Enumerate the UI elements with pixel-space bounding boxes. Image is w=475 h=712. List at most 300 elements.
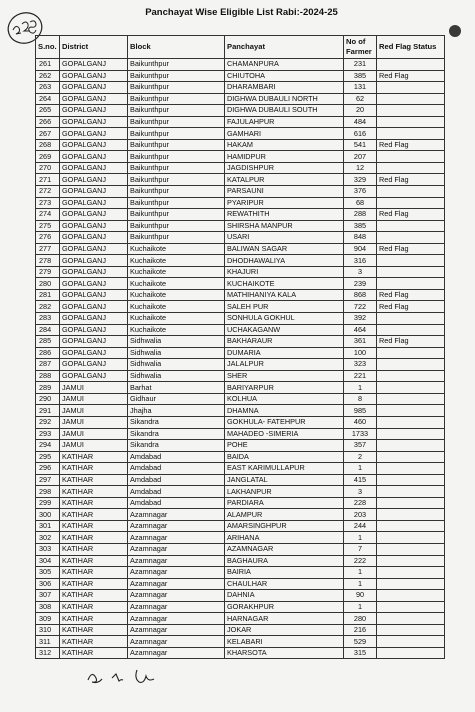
cell-panchayat: BARIYARPUR: [225, 382, 344, 394]
cell-district: GOPALGANJ: [60, 347, 128, 359]
cell-no-of-farmer: 329: [344, 174, 377, 186]
cell-panchayat: DHARAMBARI: [225, 82, 344, 94]
cell-no-of-farmer: 7: [344, 543, 377, 555]
cell-panchayat: AZAMNAGAR: [225, 543, 344, 555]
table-row: [36, 151, 445, 163]
cell-panchayat: UCHAKAGANW: [225, 324, 344, 336]
cell-district: GOPALGANJ: [60, 128, 128, 140]
cell-district: GOPALGANJ: [60, 116, 128, 128]
cell-no-of-farmer: 90: [344, 590, 377, 602]
cell-district: KATIHAR: [60, 555, 128, 567]
cell-district: JAMUI: [60, 440, 128, 452]
cell-panchayat: KOLHUA: [225, 393, 344, 405]
punch-hole: [449, 25, 461, 37]
cell-block: Sikandra: [128, 428, 225, 440]
cell-red-flag-status: [377, 232, 445, 244]
cell-red-flag-status: [377, 647, 445, 659]
table-header-row: [36, 36, 445, 59]
cell-sno: 288: [36, 370, 60, 382]
cell-no-of-farmer: 8: [344, 393, 377, 405]
cell-panchayat: BAKHARAUR: [225, 336, 344, 348]
table-row: [36, 440, 445, 452]
cell-block: Baikunthpur: [128, 70, 225, 82]
cell-red-flag-status: [377, 93, 445, 105]
cell-no-of-farmer: 868: [344, 289, 377, 301]
cell-sno: 264: [36, 93, 60, 105]
table-row: [36, 601, 445, 613]
cell-block: Azamnagar: [128, 532, 225, 544]
table-row: [36, 567, 445, 579]
table-row: [36, 70, 445, 82]
cell-district: KATIHAR: [60, 543, 128, 555]
cell-sno: 297: [36, 474, 60, 486]
cell-district: GOPALGANJ: [60, 220, 128, 232]
table-row: [36, 613, 445, 625]
cell-no-of-farmer: 357: [344, 440, 377, 452]
table-row: [36, 105, 445, 117]
handwritten-signature: [82, 666, 172, 688]
cell-block: Sidhwalia: [128, 359, 225, 371]
cell-panchayat: GOKHULA- FATEHPUR: [225, 416, 344, 428]
cell-sno: 277: [36, 243, 60, 255]
cell-district: JAMUI: [60, 382, 128, 394]
table-row: [36, 289, 445, 301]
cell-block: Barhat: [128, 382, 225, 394]
cell-sno: 269: [36, 151, 60, 163]
cell-red-flag-status: [377, 105, 445, 117]
cell-sno: 304: [36, 555, 60, 567]
cell-block: Baikunthpur: [128, 220, 225, 232]
cell-red-flag-status: [377, 520, 445, 532]
cell-sno: 276: [36, 232, 60, 244]
cell-red-flag-status: [377, 151, 445, 163]
table-row: [36, 428, 445, 440]
table-row: [36, 301, 445, 313]
cell-no-of-farmer: 385: [344, 70, 377, 82]
cell-block: Azamnagar: [128, 613, 225, 625]
cell-district: KATIHAR: [60, 532, 128, 544]
cell-no-of-farmer: 239: [344, 278, 377, 290]
cell-red-flag-status: Red Flag: [377, 243, 445, 255]
cell-district: GOPALGANJ: [60, 336, 128, 348]
cell-panchayat: CHAMANPURA: [225, 59, 344, 71]
cell-red-flag-status: [377, 359, 445, 371]
cell-red-flag-status: [377, 440, 445, 452]
cell-panchayat: REWATHITH: [225, 209, 344, 221]
cell-sno: 310: [36, 624, 60, 636]
cell-sno: 295: [36, 451, 60, 463]
cell-panchayat: POHE: [225, 440, 344, 452]
cell-panchayat: ARIHANA: [225, 532, 344, 544]
cell-panchayat: LAKHANPUR: [225, 486, 344, 498]
cell-district: KATIHAR: [60, 590, 128, 602]
cell-no-of-farmer: 315: [344, 647, 377, 659]
cell-district: KATIHAR: [60, 578, 128, 590]
cell-district: GOPALGANJ: [60, 301, 128, 313]
cell-red-flag-status: Red Flag: [377, 301, 445, 313]
cell-no-of-farmer: 848: [344, 232, 377, 244]
cell-sno: 294: [36, 440, 60, 452]
table-row: [36, 555, 445, 567]
cell-sno: 270: [36, 162, 60, 174]
cell-panchayat: ALAMPUR: [225, 509, 344, 521]
table-row: [36, 336, 445, 348]
table-row: [36, 128, 445, 140]
cell-district: KATIHAR: [60, 474, 128, 486]
cell-panchayat: DUMARIA: [225, 347, 344, 359]
cell-district: GOPALGANJ: [60, 105, 128, 117]
table-row: [36, 624, 445, 636]
cell-panchayat: HAKAM: [225, 139, 344, 151]
cell-red-flag-status: Red Flag: [377, 70, 445, 82]
cell-block: Baikunthpur: [128, 82, 225, 94]
cell-red-flag-status: [377, 636, 445, 648]
table-row: [36, 174, 445, 186]
cell-red-flag-status: [377, 590, 445, 602]
table-row: [36, 82, 445, 94]
cell-block: Baikunthpur: [128, 59, 225, 71]
cell-red-flag-status: [377, 428, 445, 440]
cell-panchayat: USARI: [225, 232, 344, 244]
cell-block: Azamnagar: [128, 567, 225, 579]
cell-no-of-farmer: 20: [344, 105, 377, 117]
cell-sno: 293: [36, 428, 60, 440]
cell-block: Baikunthpur: [128, 139, 225, 151]
cell-red-flag-status: [377, 497, 445, 509]
cell-block: Kuchaikote: [128, 289, 225, 301]
cell-sno: 290: [36, 393, 60, 405]
cell-red-flag-status: Red Flag: [377, 289, 445, 301]
cell-panchayat: GAMHARI: [225, 128, 344, 140]
cell-no-of-farmer: 1: [344, 601, 377, 613]
cell-district: JAMUI: [60, 416, 128, 428]
cell-no-of-farmer: 460: [344, 416, 377, 428]
cell-block: Sikandra: [128, 416, 225, 428]
cell-red-flag-status: [377, 578, 445, 590]
cell-block: Baikunthpur: [128, 209, 225, 221]
cell-no-of-farmer: 280: [344, 613, 377, 625]
cell-no-of-farmer: 207: [344, 151, 377, 163]
table-row: [36, 416, 445, 428]
cell-no-of-farmer: 985: [344, 405, 377, 417]
cell-red-flag-status: [377, 532, 445, 544]
cell-panchayat: CHAULHAR: [225, 578, 344, 590]
cell-sno: 300: [36, 509, 60, 521]
cell-no-of-farmer: 100: [344, 347, 377, 359]
cell-red-flag-status: [377, 405, 445, 417]
cell-panchayat: KHAJURI: [225, 266, 344, 278]
cell-sno: 261: [36, 59, 60, 71]
cell-panchayat: HAMIDPUR: [225, 151, 344, 163]
cell-sno: 299: [36, 497, 60, 509]
cell-block: Kuchaikote: [128, 255, 225, 267]
cell-panchayat: SHER: [225, 370, 344, 382]
table-row: [36, 186, 445, 198]
cell-no-of-farmer: 1: [344, 567, 377, 579]
cell-sno: 303: [36, 543, 60, 555]
cell-panchayat: AMARSINGHPUR: [225, 520, 344, 532]
cell-red-flag-status: [377, 509, 445, 521]
cell-sno: 309: [36, 613, 60, 625]
cell-no-of-farmer: 904: [344, 243, 377, 255]
cell-no-of-farmer: 221: [344, 370, 377, 382]
cell-no-of-farmer: 2: [344, 451, 377, 463]
cell-sno: 291: [36, 405, 60, 417]
cell-district: GOPALGANJ: [60, 313, 128, 325]
cell-block: Gidhaur: [128, 393, 225, 405]
cell-block: Amdabad: [128, 497, 225, 509]
cell-panchayat: KATALPUR: [225, 174, 344, 186]
cell-sno: 311: [36, 636, 60, 648]
cell-red-flag-status: [377, 59, 445, 71]
cell-no-of-farmer: 323: [344, 359, 377, 371]
cell-block: Baikunthpur: [128, 197, 225, 209]
cell-district: GOPALGANJ: [60, 82, 128, 94]
cell-sno: 273: [36, 197, 60, 209]
cell-block: Azamnagar: [128, 578, 225, 590]
cell-no-of-farmer: 541: [344, 139, 377, 151]
cell-panchayat: DHAMNA: [225, 405, 344, 417]
cell-sno: 298: [36, 486, 60, 498]
cell-district: KATIHAR: [60, 451, 128, 463]
cell-district: GOPALGANJ: [60, 289, 128, 301]
cell-sno: 274: [36, 209, 60, 221]
cell-no-of-farmer: 385: [344, 220, 377, 232]
cell-sno: 262: [36, 70, 60, 82]
cell-no-of-farmer: 484: [344, 116, 377, 128]
cell-sno: 292: [36, 416, 60, 428]
cell-block: Azamnagar: [128, 601, 225, 613]
eligible-list-table: [35, 35, 445, 659]
cell-block: Sidhwalia: [128, 336, 225, 348]
cell-panchayat: MAHADEO -SIMERIA: [225, 428, 344, 440]
table-row: [36, 463, 445, 475]
cell-district: JAMUI: [60, 428, 128, 440]
cell-red-flag-status: Red Flag: [377, 139, 445, 151]
cell-district: KATIHAR: [60, 520, 128, 532]
cell-no-of-farmer: 288: [344, 209, 377, 221]
table-row: [36, 543, 445, 555]
cell-block: Baikunthpur: [128, 174, 225, 186]
cell-block: Azamnagar: [128, 590, 225, 602]
cell-no-of-farmer: 361: [344, 336, 377, 348]
cell-sno: 285: [36, 336, 60, 348]
cell-no-of-farmer: 722: [344, 301, 377, 313]
cell-block: Azamnagar: [128, 520, 225, 532]
cell-panchayat: BALIWAN SAGAR: [225, 243, 344, 255]
cell-district: KATIHAR: [60, 601, 128, 613]
table-row: [36, 474, 445, 486]
cell-sno: 281: [36, 289, 60, 301]
cell-district: GOPALGANJ: [60, 255, 128, 267]
cell-panchayat: KHARSOTA: [225, 647, 344, 659]
cell-panchayat: DHODHAWALIYA: [225, 255, 344, 267]
table-row: [36, 578, 445, 590]
cell-no-of-farmer: 1733: [344, 428, 377, 440]
cell-red-flag-status: [377, 128, 445, 140]
cell-district: GOPALGANJ: [60, 243, 128, 255]
cell-red-flag-status: Red Flag: [377, 209, 445, 221]
cell-district: GOPALGANJ: [60, 139, 128, 151]
cell-panchayat: PARDIARA: [225, 497, 344, 509]
cell-sno: 296: [36, 463, 60, 475]
cell-district: KATIHAR: [60, 636, 128, 648]
cell-sno: 307: [36, 590, 60, 602]
table-row: [36, 232, 445, 244]
table-row: [36, 451, 445, 463]
cell-panchayat: FAJULAHPUR: [225, 116, 344, 128]
cell-sno: 278: [36, 255, 60, 267]
cell-block: Azamnagar: [128, 509, 225, 521]
cell-district: KATIHAR: [60, 463, 128, 475]
cell-red-flag-status: [377, 463, 445, 475]
cell-block: Amdabad: [128, 486, 225, 498]
cell-red-flag-status: [377, 416, 445, 428]
cell-panchayat: DIGHWA DUBAULI SOUTH: [225, 105, 344, 117]
table-row: [36, 116, 445, 128]
cell-block: Sidhwalia: [128, 370, 225, 382]
cell-red-flag-status: [377, 255, 445, 267]
cell-block: Azamnagar: [128, 543, 225, 555]
cell-district: JAMUI: [60, 393, 128, 405]
cell-panchayat: MATHIHANIYA KALA: [225, 289, 344, 301]
cell-sno: 280: [36, 278, 60, 290]
cell-district: GOPALGANJ: [60, 186, 128, 198]
cell-block: Kuchaikote: [128, 324, 225, 336]
cell-panchayat: BAIRIA: [225, 567, 344, 579]
cell-sno: 287: [36, 359, 60, 371]
table-row: [36, 162, 445, 174]
cell-district: GOPALGANJ: [60, 93, 128, 105]
cell-no-of-farmer: 1: [344, 382, 377, 394]
cell-block: Baikunthpur: [128, 105, 225, 117]
cell-no-of-farmer: 464: [344, 324, 377, 336]
cell-no-of-farmer: 616: [344, 128, 377, 140]
cell-sno: 266: [36, 116, 60, 128]
table-row: [36, 486, 445, 498]
table-row: [36, 359, 445, 371]
cell-red-flag-status: [377, 370, 445, 382]
cell-panchayat: EAST KARIMULLAPUR: [225, 463, 344, 475]
cell-sno: 263: [36, 82, 60, 94]
cell-district: KATIHAR: [60, 624, 128, 636]
cell-red-flag-status: [377, 186, 445, 198]
cell-block: Kuchaikote: [128, 243, 225, 255]
cell-red-flag-status: [377, 601, 445, 613]
table-row: [36, 197, 445, 209]
cell-panchayat: PYARIPUR: [225, 197, 344, 209]
cell-sno: 265: [36, 105, 60, 117]
document-title: Panchayat Wise Eligible List Rabi:-2024-25: [145, 7, 338, 18]
table-row: [36, 636, 445, 648]
table-body: [36, 59, 445, 659]
cell-block: Baikunthpur: [128, 151, 225, 163]
table-row: [36, 509, 445, 521]
cell-district: KATIHAR: [60, 613, 128, 625]
cell-red-flag-status: [377, 324, 445, 336]
table-row: [36, 647, 445, 659]
cell-district: GOPALGANJ: [60, 278, 128, 290]
cell-panchayat: JANGLATAL: [225, 474, 344, 486]
table-row: [36, 405, 445, 417]
cell-block: Azamnagar: [128, 555, 225, 567]
cell-panchayat: PARSAUNI: [225, 186, 344, 198]
cell-block: Sidhwalia: [128, 347, 225, 359]
cell-panchayat: JALALPUR: [225, 359, 344, 371]
cell-no-of-farmer: 203: [344, 509, 377, 521]
cell-no-of-farmer: 222: [344, 555, 377, 567]
cell-district: GOPALGANJ: [60, 151, 128, 163]
header-no-of-farmer: No of Farmer: [344, 36, 377, 59]
table-row: [36, 209, 445, 221]
cell-block: Kuchaikote: [128, 301, 225, 313]
cell-red-flag-status: [377, 313, 445, 325]
table-row: [36, 532, 445, 544]
cell-red-flag-status: [377, 278, 445, 290]
table-row: [36, 243, 445, 255]
cell-district: GOPALGANJ: [60, 197, 128, 209]
cell-no-of-farmer: 68: [344, 197, 377, 209]
cell-block: Kuchaikote: [128, 278, 225, 290]
cell-sno: 282: [36, 301, 60, 313]
cell-panchayat: HARNAGAR: [225, 613, 344, 625]
cell-panchayat: BAGHAURA: [225, 555, 344, 567]
cell-sno: 283: [36, 313, 60, 325]
cell-panchayat: DIGHWA DUBAULI NORTH: [225, 93, 344, 105]
header-red-flag-status: Red Flag Status: [377, 36, 445, 59]
cell-no-of-farmer: 62: [344, 93, 377, 105]
table-row: [36, 382, 445, 394]
cell-no-of-farmer: 244: [344, 520, 377, 532]
cell-panchayat: JOKAR: [225, 624, 344, 636]
cell-red-flag-status: [377, 555, 445, 567]
table-row: [36, 370, 445, 382]
cell-block: Kuchaikote: [128, 266, 225, 278]
cell-sno: 271: [36, 174, 60, 186]
cell-sno: 312: [36, 647, 60, 659]
cell-block: Baikunthpur: [128, 128, 225, 140]
cell-sno: 272: [36, 186, 60, 198]
cell-red-flag-status: [377, 82, 445, 94]
cell-red-flag-status: [377, 266, 445, 278]
cell-district: KATIHAR: [60, 486, 128, 498]
cell-red-flag-status: [377, 451, 445, 463]
cell-sno: 268: [36, 139, 60, 151]
cell-block: Sikandra: [128, 440, 225, 452]
cell-sno: 305: [36, 567, 60, 579]
table-row: [36, 220, 445, 232]
cell-red-flag-status: [377, 474, 445, 486]
cell-block: Amdabad: [128, 474, 225, 486]
cell-no-of-farmer: 529: [344, 636, 377, 648]
cell-sno: 301: [36, 520, 60, 532]
cell-red-flag-status: [377, 220, 445, 232]
table-row: [36, 139, 445, 151]
cell-no-of-farmer: 216: [344, 624, 377, 636]
table-row: [36, 324, 445, 336]
cell-red-flag-status: [377, 486, 445, 498]
cell-no-of-farmer: 3: [344, 266, 377, 278]
cell-panchayat: KELABARI: [225, 636, 344, 648]
cell-red-flag-status: [377, 116, 445, 128]
table-row: [36, 93, 445, 105]
cell-district: GOPALGANJ: [60, 266, 128, 278]
cell-panchayat: SONHULA GOKHUL: [225, 313, 344, 325]
cell-no-of-farmer: 376: [344, 186, 377, 198]
cell-red-flag-status: [377, 197, 445, 209]
table-row: [36, 59, 445, 71]
cell-district: GOPALGANJ: [60, 209, 128, 221]
